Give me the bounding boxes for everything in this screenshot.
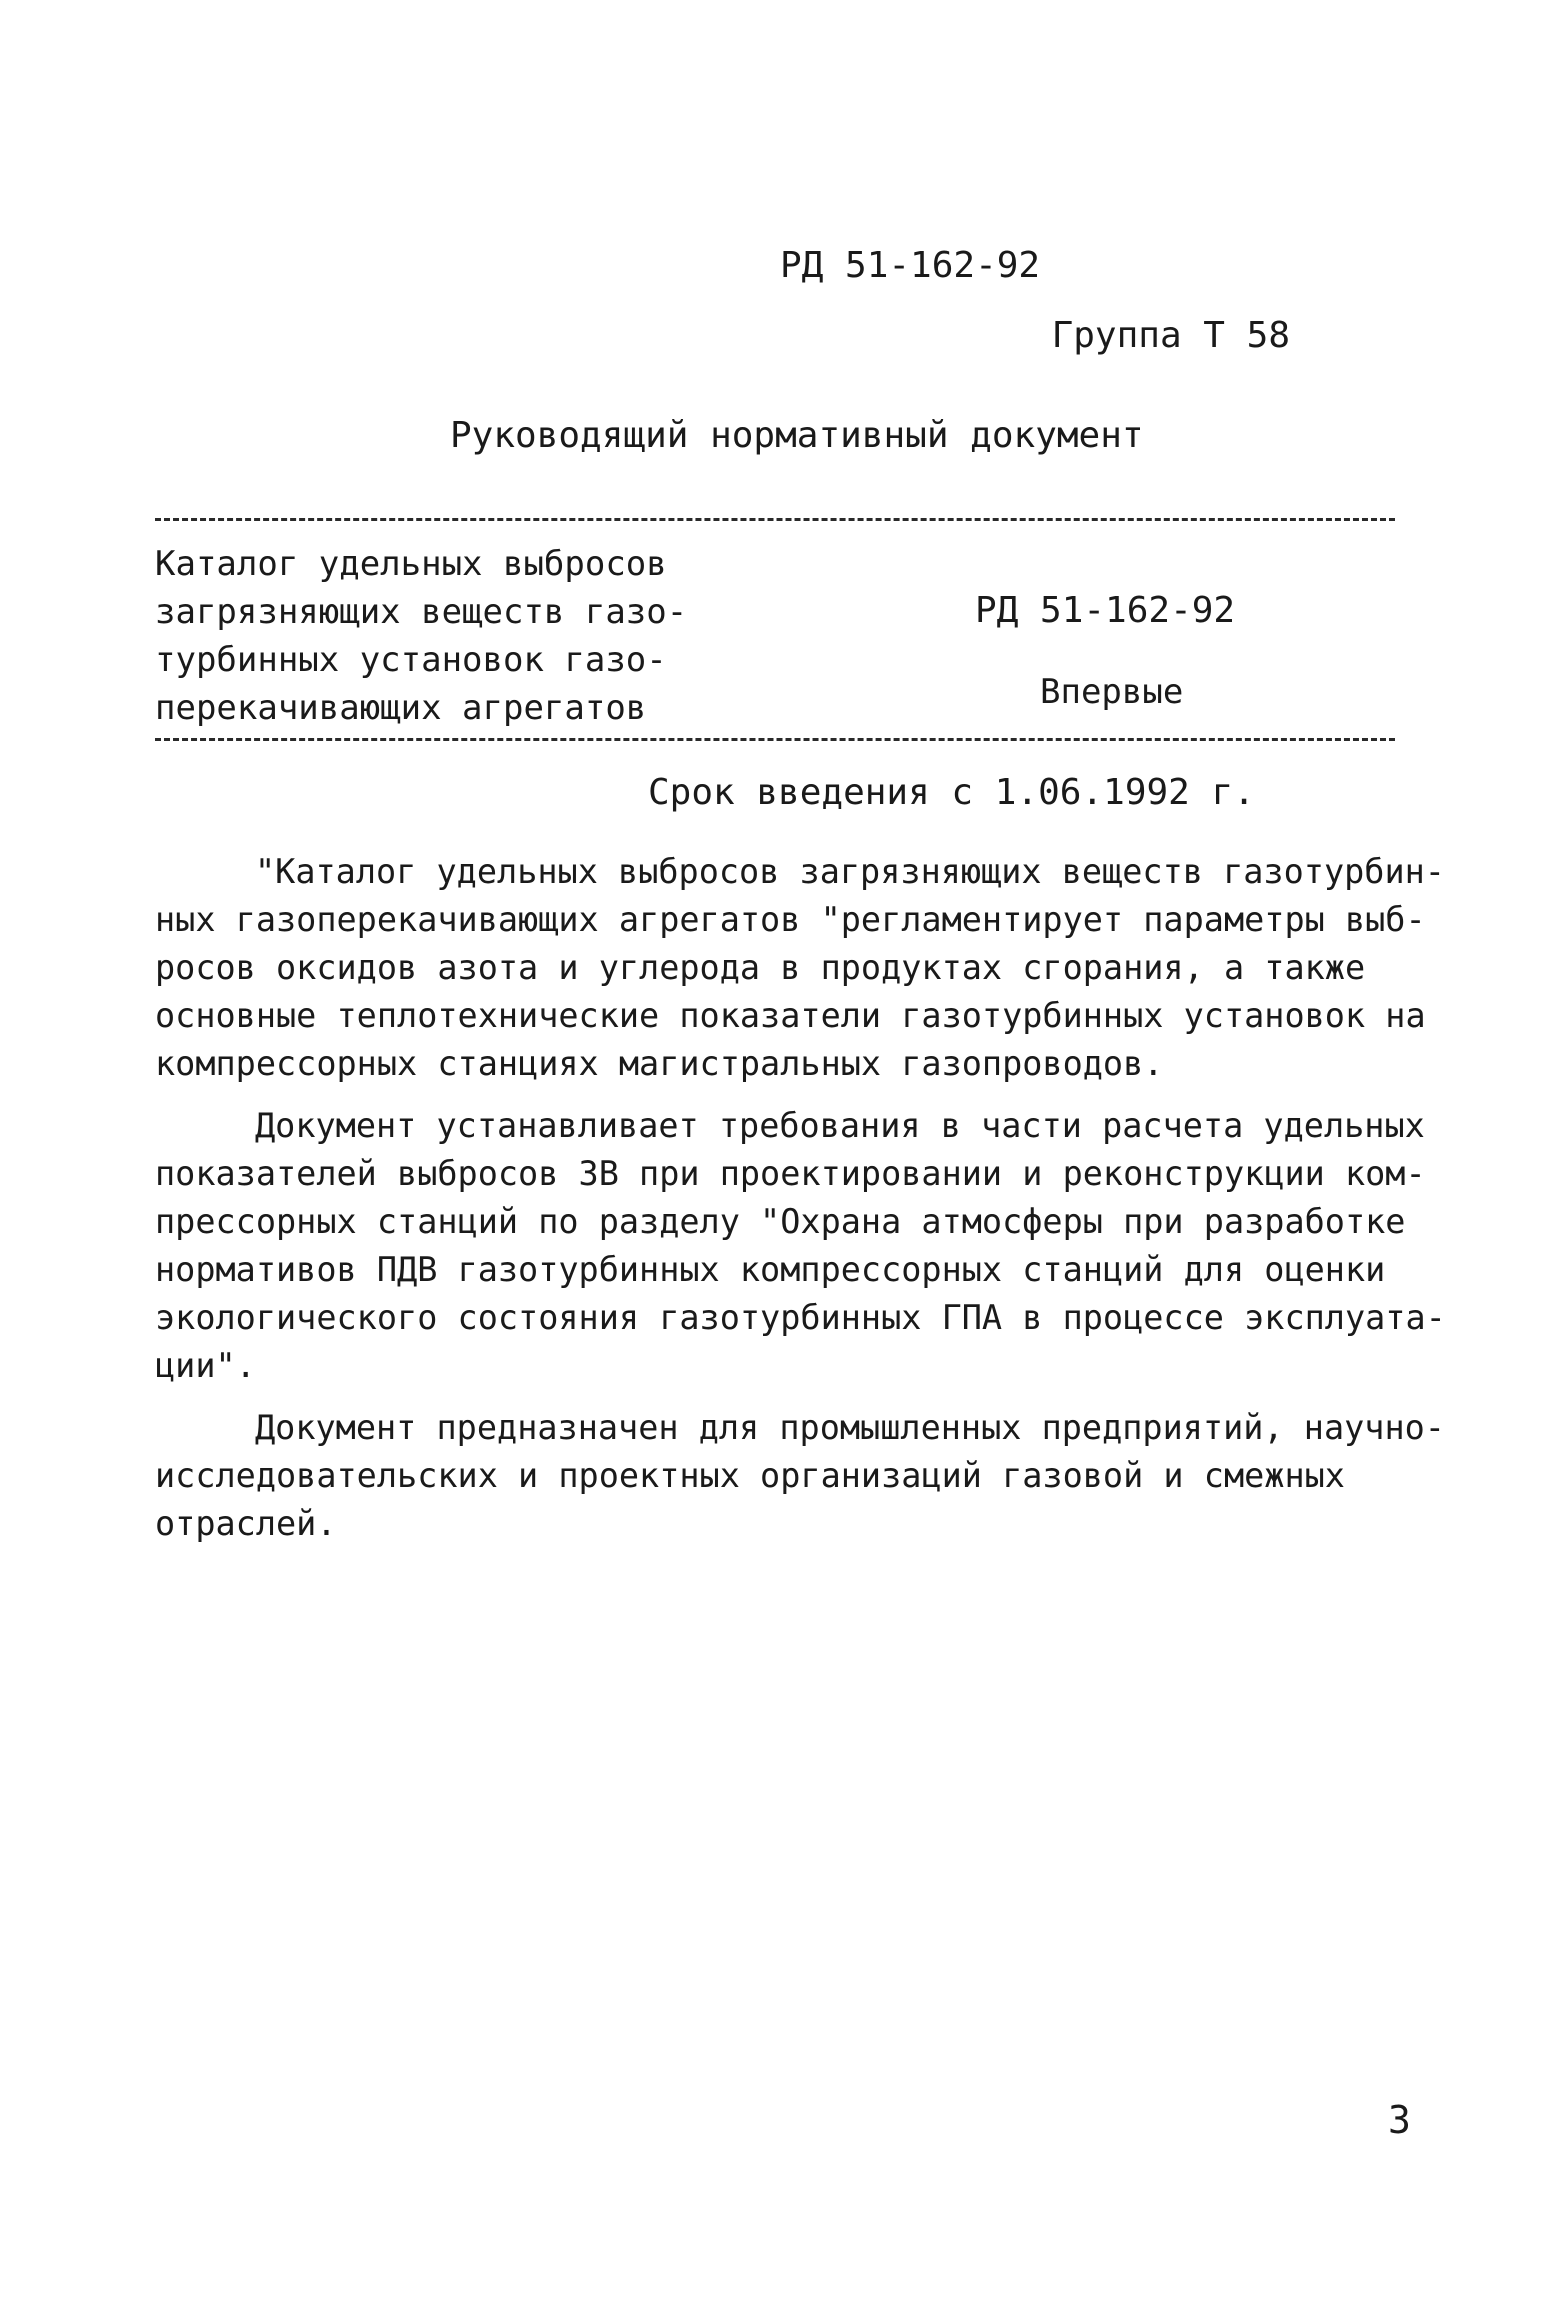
paragraph-line: Документ предназначен для промышленных предприятий, научно- [255,1408,1445,1447]
doc-type-heading: Руководящий нормативный документ [450,415,1144,456]
paragraph-line: исследовательских и проектных организаций газовой и смежных [155,1456,1345,1495]
document-title [155,540,735,732]
paragraph-line: компрессорных станциях магистральных газопроводов. [155,1044,1164,1083]
body-text [155,848,1446,1562]
bottom-divider [155,738,1395,741]
title-line: перекачивающих агрегатов [155,688,647,728]
effective-date: Срок введения с 1.06.1992 г. [648,772,1255,813]
group-label: Группа Т 58 [1051,315,1290,356]
paragraph-line: "Каталог удельных выбросов загрязняющих веществ газотурбин- [255,852,1445,891]
title-line: Каталог удельных выбросов [155,544,667,584]
paragraph-line: росов оксидов азота и углерода в продуктах сгорания, а также [155,948,1366,987]
doc-code-title-block: РД 51-162-92 [975,590,1236,631]
paragraph-line: ных газоперекачивающих агрегатов "регламентирует параметры выб- [155,900,1426,939]
title-line: турбинных установок газо- [155,640,667,680]
first-issue-label: Впервые [1040,672,1184,712]
paragraph-line: Документ устанавливает требования в части расчета удельных [255,1106,1425,1145]
paragraph-line: основные теплотехнические показатели газотурбинных установок на [155,996,1426,1035]
paragraph-line: прессорных станций по разделу "Охрана атмосферы при разработке [155,1202,1406,1241]
paragraph-line: отраслей. [155,1504,337,1543]
doc-code-header: РД 51-162-92 [780,245,1041,286]
paragraph [155,1404,1445,1548]
paragraph-line: показателей выбросов ЗВ при проектировании и реконструкции ком- [155,1154,1426,1193]
paragraph-line: нормативов ПДВ газотурбинных компрессорных станций для оценки [155,1250,1386,1289]
top-divider [155,518,1395,521]
paragraph [155,1102,1446,1390]
page-number: 3 [1388,2098,1411,2142]
paragraph-line: ции". [155,1346,256,1385]
paragraph [155,848,1445,1088]
title-line: загрязняющих веществ газо- [155,592,688,632]
paragraph-line: экологического состояния газотурбинных ГПА в процессе эксплуата- [155,1298,1446,1337]
